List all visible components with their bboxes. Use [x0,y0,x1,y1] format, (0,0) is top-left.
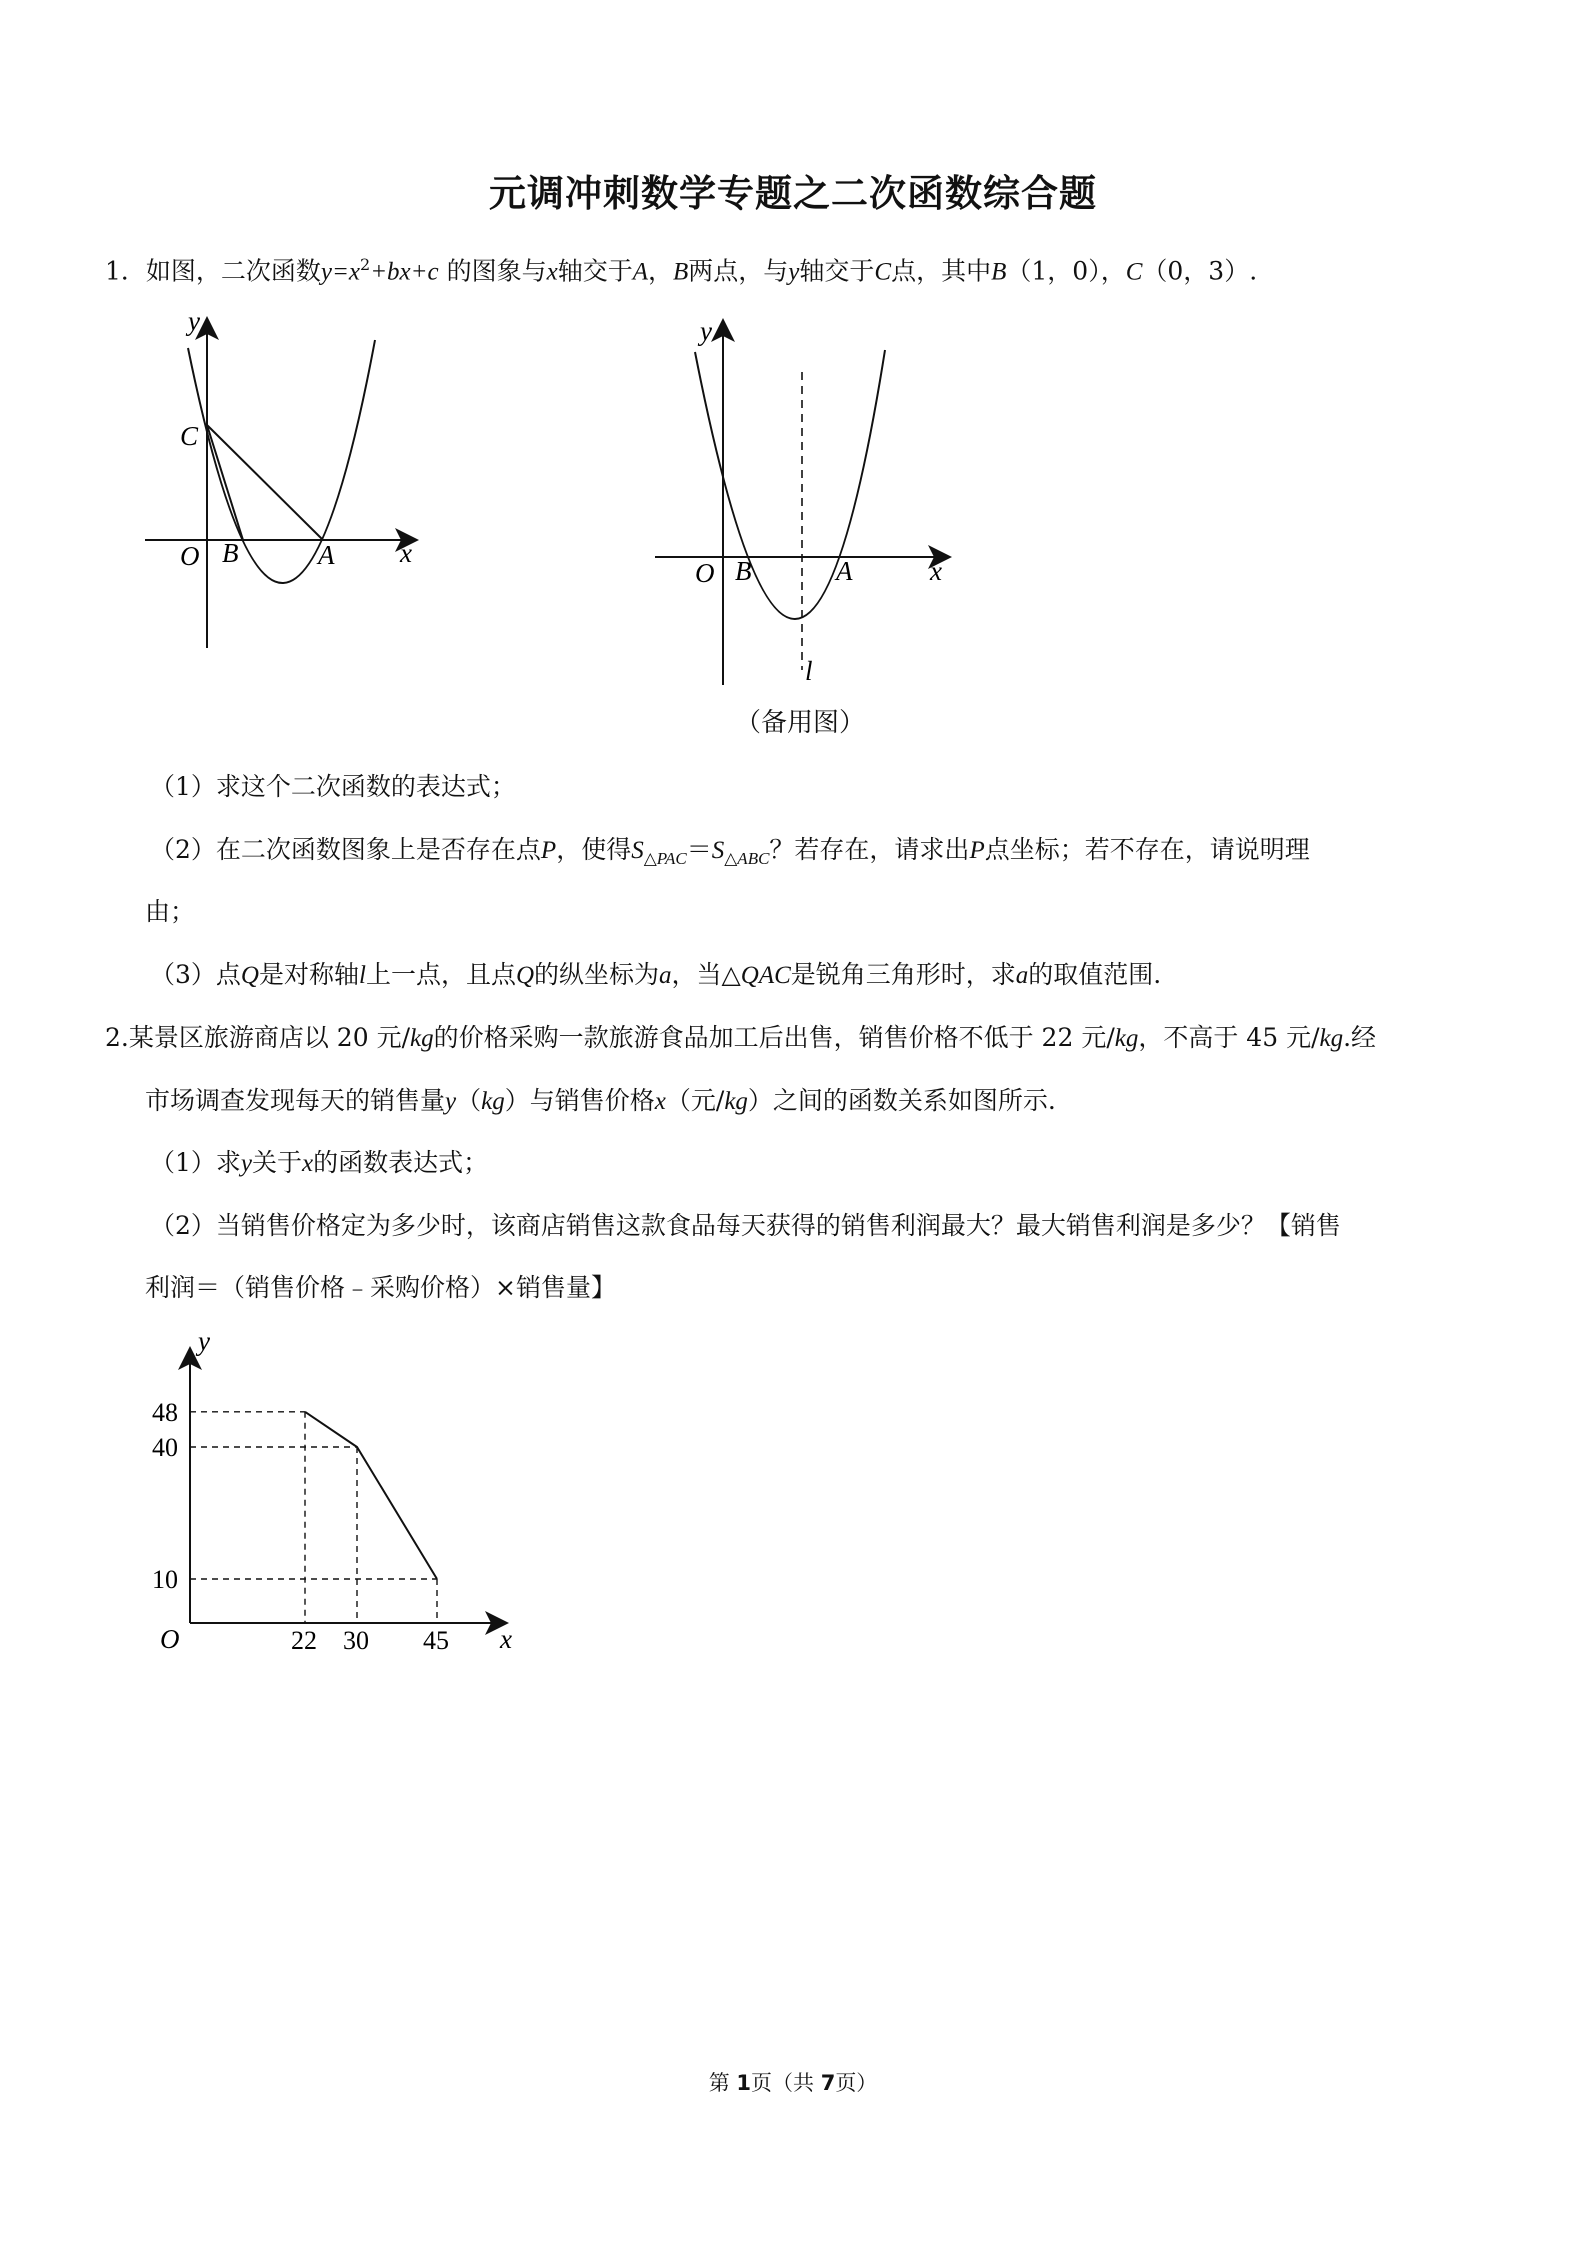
question-2-stem-line2: 市场调查发现每天的销售量y（kg）与销售价格x（元/kg）之间的函数关系如图所示. [145,1086,1056,1115]
label-O: O [695,558,715,588]
label-B: B [222,538,239,568]
page-title: 元调冲刺数学专题之二次函数综合题 [489,172,1097,215]
q2-part-2: （2）当销售价格定为多少时，该商店销售这款食品每天获得的销售利润最大？最大销售利润是多少？【销售 [150,1211,1341,1240]
chart-label-x: x [500,1624,512,1654]
label-x: x [400,538,412,568]
figure-2-spare-graph [640,310,970,695]
label-A: A [318,540,335,570]
x-tick-label: 22 [291,1626,317,1655]
figure-caption: （备用图） [735,708,866,738]
q1-part-3: （3）点Q是对称轴l上一点，且点Q的纵坐标为a，当△QAC是锐角三角形时，求a的取值范围. [150,960,1162,989]
total-pages: 7 [820,2071,836,2095]
page-number: 1 [736,2071,751,2095]
q2-part-2-cont: 利润＝（销售价格﹣采购价格）×销售量】 [145,1273,616,1302]
label-C: C [180,421,199,451]
series-line [305,1412,437,1579]
question-1-stem: 1．如图，二次函数$y=x^2+bx+c$ 的图象与x轴交于A，B两点，与y轴交于C点，其中B（1，0），C（0，3）. [105,255,1258,286]
label-x: x [930,556,942,586]
y-tick-label: 10 [152,1565,178,1594]
label-y: y [188,306,200,336]
label-A: A [836,556,853,586]
q1-part-2: （2）在二次函数图象上是否存在点P，使得$S_{\triangle PAC}=S_{\triangle ABC}$？若存在，请求出P点坐标；若不存在，请说明理 [150,835,1310,868]
page-footer: 第 1页（共 7页） [708,2071,878,2095]
q2-part-1: （1）求y关于x的函数表达式； [150,1148,489,1177]
label-O: O [180,541,200,571]
parabola-curve [188,340,375,583]
chart-label-y: y [198,1326,210,1356]
chart-label-O: O [160,1624,180,1654]
q1-part-1: （1）求这个二次函数的表达式； [150,772,516,801]
y-tick-label: 48 [152,1397,178,1427]
x-tick-label: 30 [343,1626,369,1655]
label-l: l [805,656,813,686]
label-y: y [700,316,712,346]
sales-volume-chart [130,1320,530,1660]
x-tick-label: 45 [423,1626,449,1655]
q1-part-2-cont: 由； [145,897,196,926]
label-B: B [735,556,752,586]
figure-1-graph [130,300,450,660]
y-tick-label: 40 [152,1433,178,1462]
question-2-stem-line1: 2.某景区旅游商店以 20 元/kg的价格采购一款旅游食品加工后出售，销售价格不低于 22 元/kg，不高于 45 元/kg.经 [105,1023,1377,1052]
